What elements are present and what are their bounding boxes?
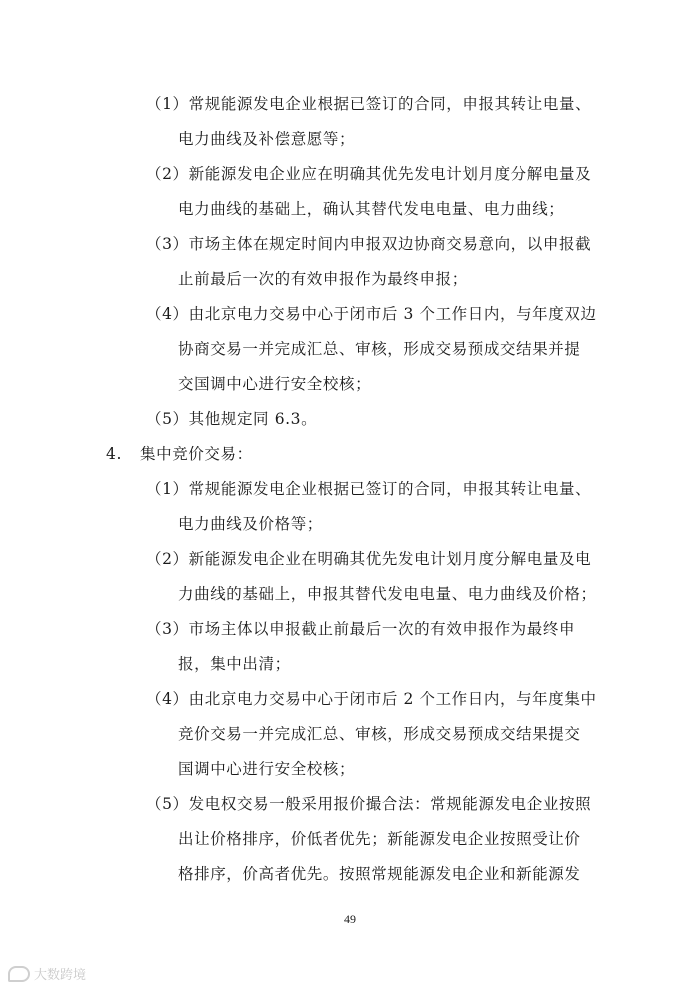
page-number: 49 [344,912,356,926]
item-4-line-3: 交国调中心进行安全校核； [178,375,372,393]
watermark-logo-icon [8,966,30,982]
item2-5-line-1: （5）发电权交易一般采用报价撮合法：常规能源发电企业按照 [146,795,592,813]
item-2-line-1: （2）新能源发电企业应在明确其优先发电计划月度分解电量及 [146,165,592,183]
item2-1-line-2: 电力曲线及价格等； [178,515,323,533]
item-1-line-1: （1）常规能源发电企业根据已签订的合同，申报其转让电量、 [146,95,592,113]
item2-3-line-1: （3）市场主体以申报截止前最后一次的有效申报作为最终申 [146,620,576,638]
item2-5-line-2: 出让价格排序，价低者优先；新能源发电企业按照受让价 [178,830,581,848]
section-title: 集中竞价交易： [140,445,253,463]
watermark-text: 大数跨境 [34,968,87,983]
section-heading [106,444,253,464]
item-3-line-2: 止前最后一次的有效申报作为最终申报； [178,270,468,288]
item-4-line-2: 协商交易一并完成汇总、审核，形成交易预成交结果并提 [178,340,581,358]
item-1-line-2: 电力曲线及补偿意愿等； [178,130,356,148]
item2-4-line-1: （4）由北京电力交易中心于闭市后 2 个工作日内，与年度集中 [146,690,597,708]
item2-4-line-3: 国调中心进行安全校核； [178,760,356,778]
item2-4-line-2: 竞价交易一并完成汇总、审核，形成交易预成交结果提交 [178,725,581,743]
item-5-line-1: （5）其他规定同 6.3。 [146,410,318,428]
item-3-line-1: （3）市场主体在规定时间内申报双边协商交易意向，以申报截 [146,235,592,253]
item2-3-line-2: 报，集中出清； [178,655,291,673]
item2-1-line-1: （1）常规能源发电企业根据已签订的合同，申报其转让电量、 [146,480,592,498]
watermark [8,964,86,983]
item-2-line-2: 电力曲线的基础上，确认其替代发电电量、电力曲线； [178,200,565,218]
item2-2-line-1: （2）新能源发电企业在明确其优先发电计划月度分解电量及电 [146,550,592,568]
item2-5-line-3: 格排序，价高者优先。按照常规能源发电企业和新能源发 [178,865,581,883]
item2-2-line-2: 力曲线的基础上，申报其替代发电电量、电力曲线及价格； [178,585,597,603]
item-4-line-1: （4）由北京电力交易中心于闭市后 3 个工作日内，与年度双边 [146,305,597,323]
section-number: 4. [106,445,122,463]
